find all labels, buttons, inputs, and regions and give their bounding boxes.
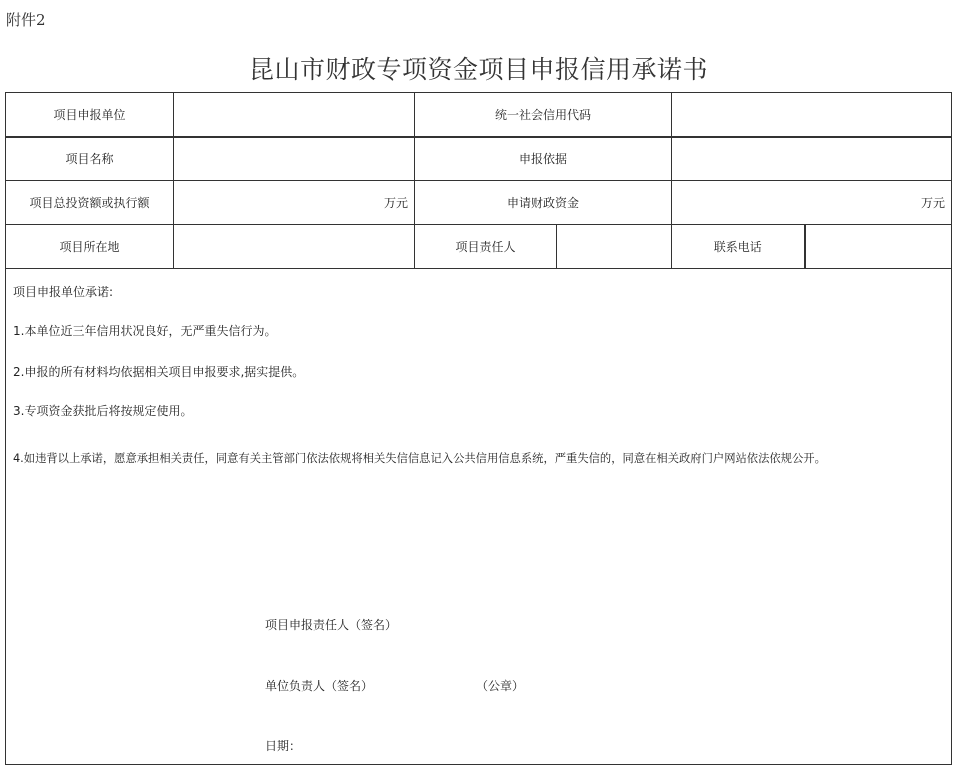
commitment-item-1: 1.本单位近三年信用状况良好，无严重失信行为。: [13, 324, 277, 338]
commitment-item-2: 2.申报的所有材料均依据相关项目申报要求,据实提供。: [13, 365, 305, 379]
location-value-field[interactable]: [174, 225, 415, 269]
commitment-cell: [6, 269, 952, 765]
document-title: 昆山市财政专项资金项目申报信用承诺书: [248, 55, 708, 84]
attachment-label: 附件2: [6, 11, 46, 29]
manager-label: 项目责任人: [415, 225, 557, 269]
manager-value-field[interactable]: [557, 225, 672, 269]
table-row-commitment: [6, 269, 952, 765]
credit-code-value-field[interactable]: [672, 93, 952, 137]
credit-code-label: 统一社会信用代码: [415, 93, 672, 137]
seal-label: （公章）: [476, 679, 525, 693]
date-label: 日期：: [265, 739, 302, 753]
location-label: 项目所在地: [6, 225, 174, 269]
table-row-location: [6, 225, 952, 269]
applicant-value-field[interactable]: [174, 93, 415, 137]
basis-value-field[interactable]: [672, 137, 952, 181]
table-row-applicant: [6, 93, 952, 137]
commitment-content: [6, 269, 951, 764]
investment-value-field[interactable]: [174, 181, 415, 225]
project-name-value-field[interactable]: [174, 137, 415, 181]
basis-label: 申报依据: [415, 137, 672, 181]
commitment-item-4: 4.如违背以上承诺，愿意承担相关责任，同意有关主管部门依法依规将相关失信信息记入公共信用信息系统，严重失信的，同意在相关政府门户网站依法依规公开。: [13, 452, 826, 465]
commitment-item-3: 3.专项资金获批后将按规定使用。: [13, 404, 193, 418]
investment-unit: 万元: [383, 196, 408, 210]
signature-head-label: 单位负责人（签名）: [265, 679, 374, 693]
funds-value-field[interactable]: [672, 181, 952, 225]
project-name-label: 项目名称: [6, 137, 174, 181]
funds-label: 申请财政资金: [415, 181, 672, 225]
table-row-project-name: [6, 137, 952, 181]
phone-label: 联系电话: [672, 225, 805, 269]
phone-value-field[interactable]: [805, 225, 952, 269]
commitment-heading: 项目申报单位承诺:: [13, 285, 114, 299]
applicant-label: 项目申报单位: [6, 93, 174, 137]
signature-person-label: 项目申报责任人（签名）: [265, 618, 398, 632]
table-row-investment: [6, 181, 952, 225]
investment-label: 项目总投资额或执行额: [6, 181, 174, 225]
commitment-form-table: [5, 92, 952, 765]
funds-unit: 万元: [921, 196, 946, 210]
